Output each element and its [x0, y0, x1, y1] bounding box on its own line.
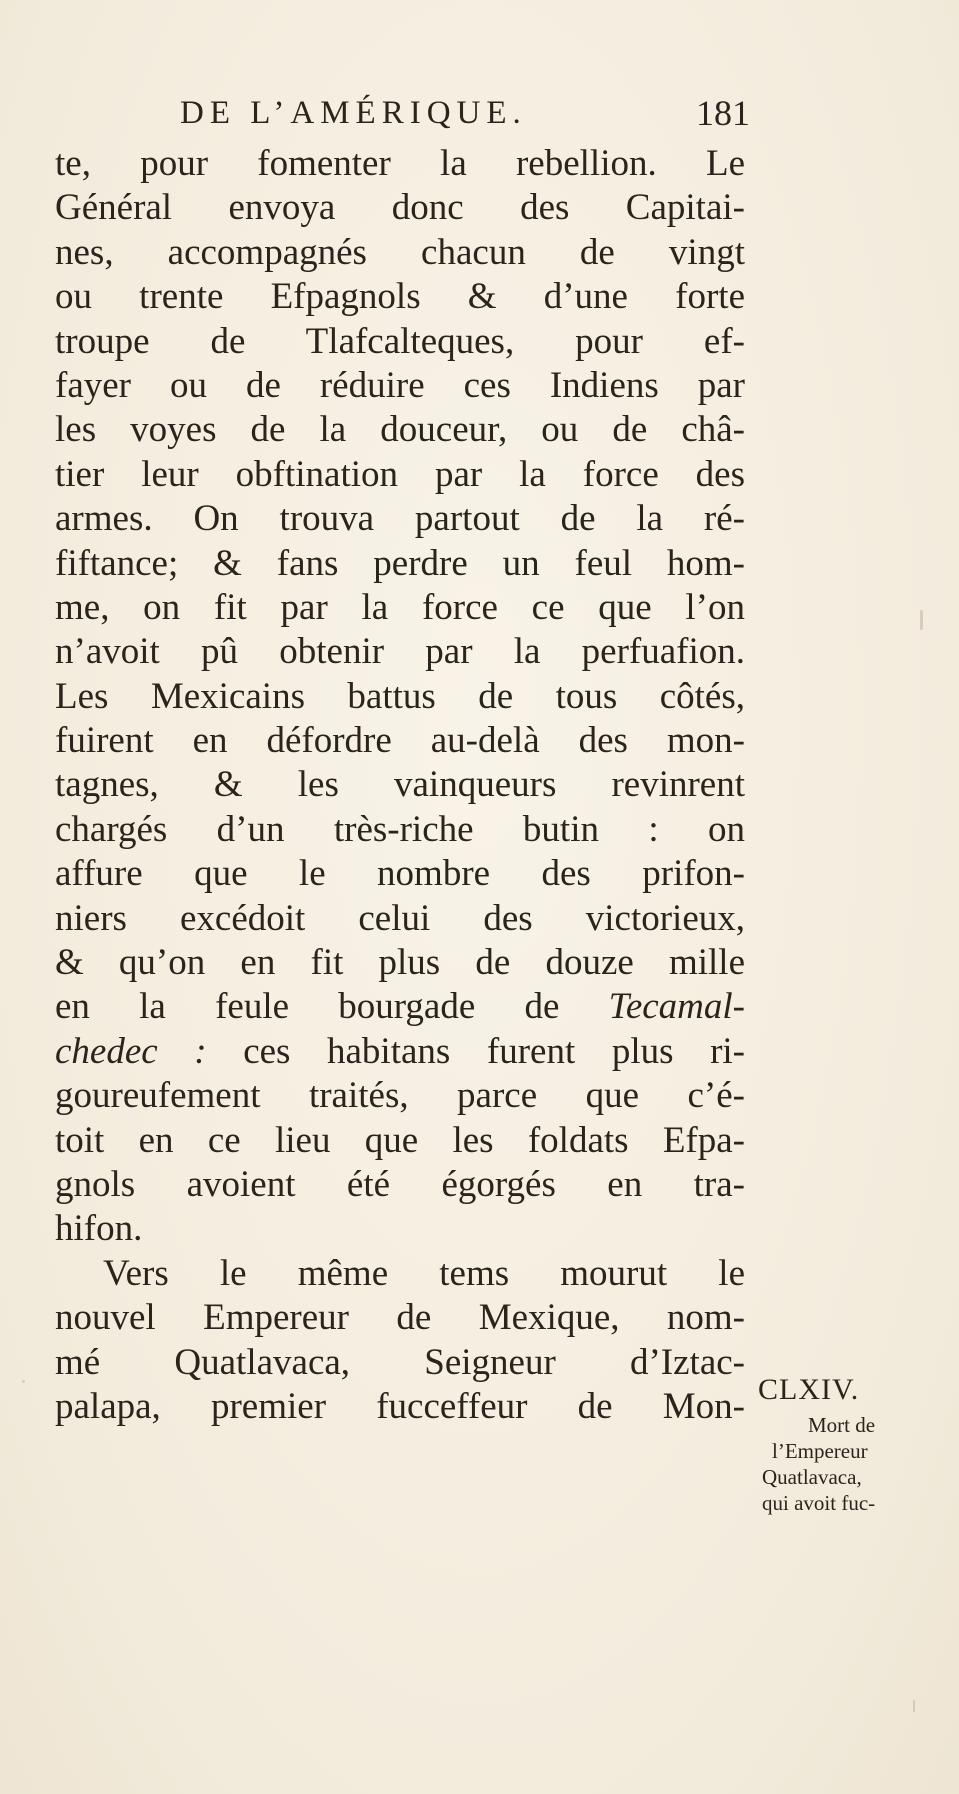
paper-speck [920, 610, 923, 630]
text-line: tagnes, & les vainqueurs revinrent [55, 764, 745, 806]
paper-speck [22, 1380, 25, 1383]
text-line: & qu’on en fit plus de douze mille [55, 942, 745, 984]
text-line: ou trente Efpagnols & d’une forte [55, 276, 745, 318]
text-line-rest: ces habitans furent plus ri- [243, 1030, 746, 1072]
note-line: Quatlavaca, [762, 1465, 862, 1489]
text-line: goureufement traités, parce que c’é- [55, 1075, 745, 1117]
text-line-with-place [55, 985, 745, 1029]
body-text [55, 142, 745, 1429]
text-line: Général envoya donc des Capitai- [55, 187, 745, 229]
text-line: mé Quatlavaca, Seigneur d’Iztac- [55, 1341, 745, 1383]
text-line: toit en ce lieu que les foldats Efpa- [55, 1119, 745, 1161]
text-line: fiftance; & fans perdre un feul hom- [55, 542, 745, 584]
text-line: nouvel Empereur de Mexique, nom- [55, 1297, 745, 1339]
note-line: qui avoit fuc- [762, 1491, 876, 1515]
section-number: CLXIV. [758, 1373, 860, 1406]
running-title: DE L’AMÉRIQUE. [180, 95, 527, 131]
page-number: 181 [696, 93, 750, 133]
text-line: me, on fit par la force ce que l’on [55, 586, 745, 628]
paper-speck [913, 1700, 915, 1712]
text-line: Les Mexicains battus de tous côtés, [55, 675, 745, 717]
text-line: palapa, premier fucceffeur de Mon- [55, 1385, 745, 1427]
text-line: te, pour fomenter la rebellion. Le [55, 143, 745, 184]
text-line: chargés d’un très-riche butin : on [55, 808, 745, 850]
text-line: gnols avoient été égorgés en tra- [55, 1163, 745, 1205]
text-line-start: en la feule bourgade de [55, 986, 560, 1028]
text-line: fayer ou de réduire ces Indiens par [55, 364, 745, 406]
text-line: nes, accompagnés chacun de vingt [55, 231, 745, 273]
paragraph-start-line: Vers le même tems mourut le [103, 1252, 745, 1294]
paragraph-end-line: hifon. [55, 1208, 143, 1250]
text-line: n’avoit pû obtenir par la perfuafion. [55, 631, 745, 673]
text-line-with-place [55, 1030, 745, 1074]
text-line: affure que le nombre des prifon- [55, 853, 745, 895]
text-line: armes. On trouva partout de la ré- [55, 498, 745, 540]
text-line: les voyes de la douceur, ou de châ- [55, 409, 745, 451]
text-line: tier leur obftination par la force des [55, 453, 745, 495]
running-head [180, 88, 750, 138]
note-line: Mort de [808, 1413, 876, 1437]
text-line: troupe de Tlafcalteques, pour ef- [55, 320, 745, 362]
margin-note [758, 1368, 958, 1516]
text-line: fuirent en défordre au-delà des mon- [55, 720, 745, 762]
note-line: l’Empereur [772, 1439, 868, 1463]
text-line: niers excédoit celui des victorieux, [55, 897, 745, 939]
place-name-part-2: chedec : [55, 1030, 207, 1072]
place-name-part-1: Tecamal- [608, 986, 745, 1028]
